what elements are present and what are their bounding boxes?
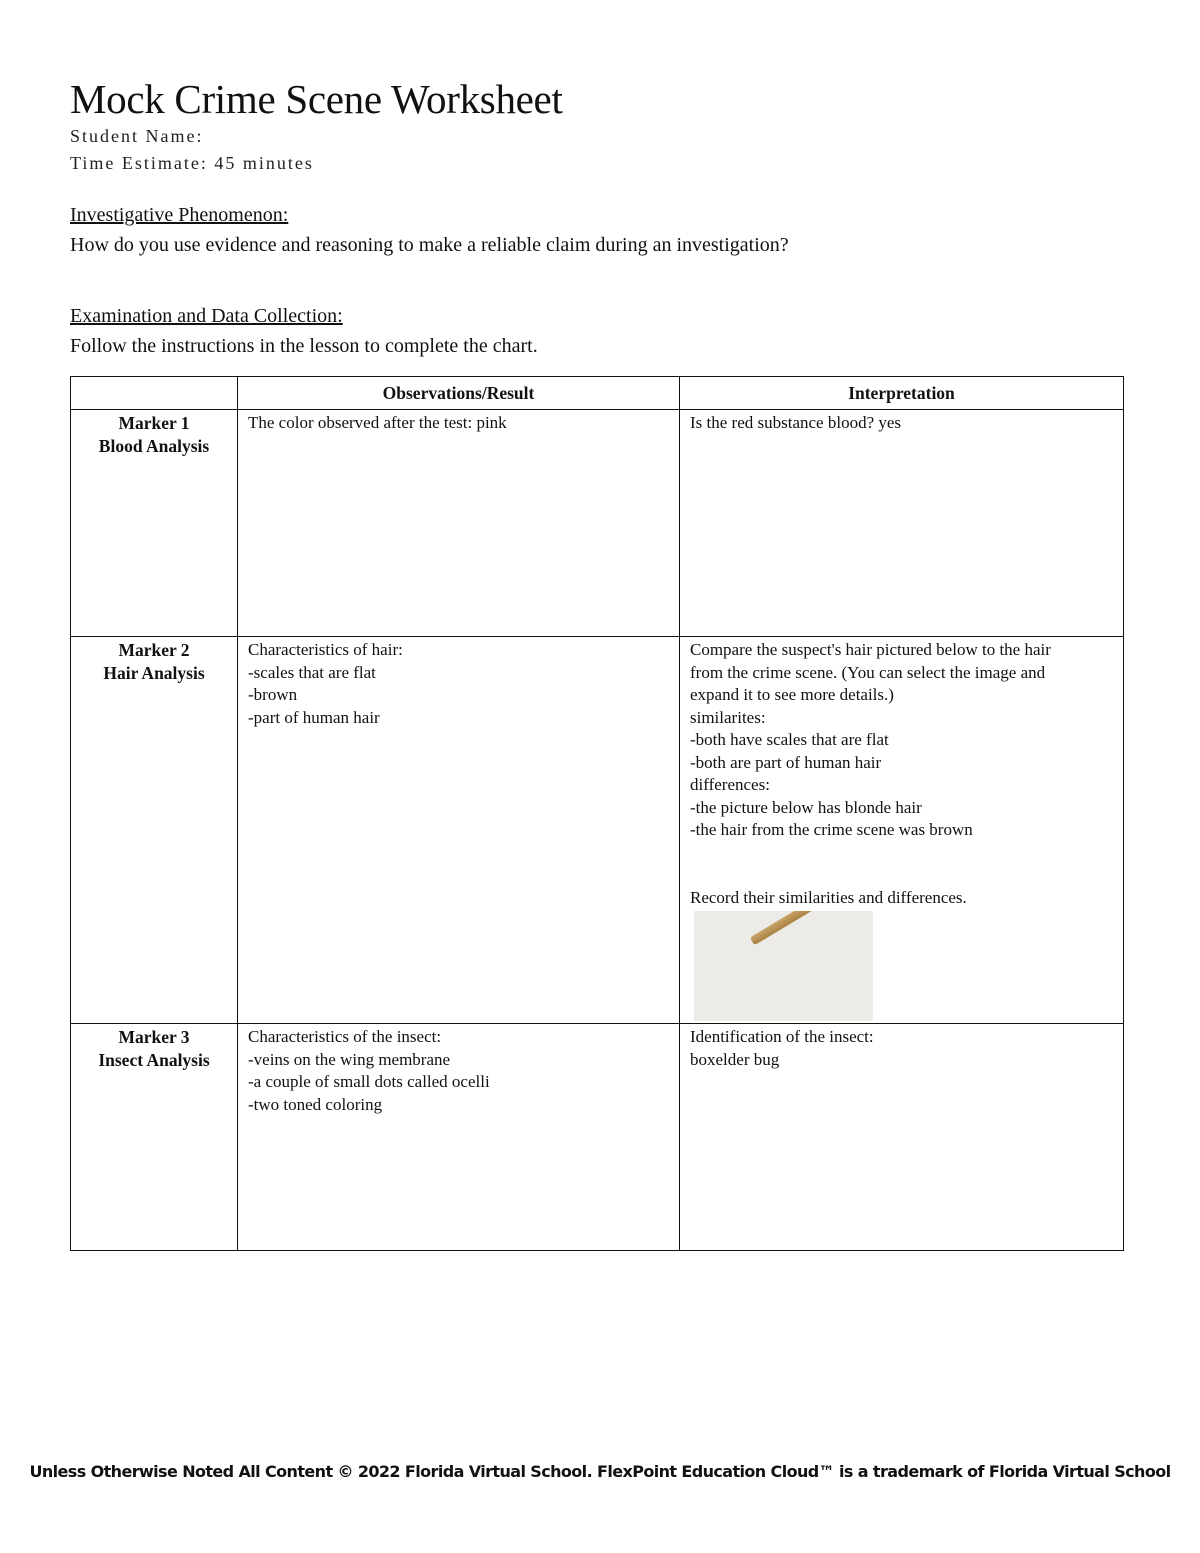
observations-cell[interactable] bbox=[238, 410, 680, 637]
page-title: Mock Crime Scene Worksheet bbox=[70, 76, 563, 122]
interpretation-line: Compare the suspect's hair pictured below to the hair bbox=[690, 640, 1051, 659]
interpretation-line: -both have scales that are flat bbox=[690, 730, 889, 749]
marker-analysis: Blood Analysis bbox=[98, 435, 210, 456]
marker-number: Marker 3 bbox=[118, 1027, 190, 1047]
interpretation-line: -the hair from the crime scene was brown bbox=[690, 820, 973, 839]
record-prompt: Record their similarities and differences. bbox=[690, 887, 967, 907]
interpretation-cell[interactable] bbox=[680, 1024, 1124, 1251]
interpretation-line: similarites: bbox=[690, 707, 766, 727]
interpretation-line: differences: bbox=[690, 775, 770, 794]
interpretation-line: Is the red substance blood? yes bbox=[690, 413, 902, 432]
data-collection-chart bbox=[70, 376, 1124, 1251]
phenomenon-heading: Investigative Phenomenon: bbox=[70, 204, 289, 226]
observation-line: Characteristics of the insect: bbox=[248, 1027, 442, 1046]
examination-heading: Examination and Data Collection: bbox=[70, 305, 343, 327]
interpretation-cell[interactable] bbox=[680, 637, 1124, 1024]
student-name-label: Student Name: bbox=[70, 126, 204, 146]
column-header-observations: Observations/Result bbox=[238, 377, 680, 410]
marker-analysis: Hair Analysis bbox=[103, 662, 205, 683]
observation-line: Characteristics of hair: bbox=[248, 640, 403, 659]
observation-line: -part of human hair bbox=[248, 707, 380, 727]
observation-line: -a couple of small dots called ocelli bbox=[248, 1072, 490, 1091]
observation-line: -scales that are flat bbox=[248, 662, 376, 682]
marker-cell bbox=[71, 637, 238, 1024]
phenomenon-question: How do you use evidence and reasoning to make a reliable claim during an investigation? bbox=[70, 234, 789, 256]
marker-cell bbox=[71, 1024, 238, 1251]
interpretation-line: -both are part of human hair bbox=[690, 752, 882, 772]
marker-cell bbox=[71, 410, 238, 637]
time-estimate: Time Estimate: 45 minutes bbox=[70, 153, 314, 173]
examination-instructions: Follow the instructions in the lesson to complete the chart. bbox=[70, 335, 538, 357]
interpretation-line: -the picture below has blonde hair bbox=[690, 797, 922, 817]
interpretation-line: from the crime scene. (You can select the image and bbox=[690, 662, 1046, 682]
table-row-insect bbox=[71, 1024, 1124, 1251]
observation-line: The color observed after the test: pink bbox=[248, 413, 507, 432]
observation-line: -veins on the wing membrane bbox=[248, 1049, 451, 1069]
marker-analysis: Insect Analysis bbox=[98, 1049, 210, 1070]
hair-strand bbox=[750, 911, 866, 945]
chart-header-row bbox=[71, 377, 1124, 410]
column-header-marker bbox=[71, 377, 238, 410]
table-row-hair bbox=[71, 637, 1124, 1024]
interpretation-line: expand it to see more details.) bbox=[690, 685, 894, 704]
copyright-footer: Unless Otherwise Noted All Content © 2022 Florida Virtual School. FlexPoint Education Cloud™ is a trademark of Florida Virtual School bbox=[29, 1462, 1171, 1481]
interpretation-cell[interactable] bbox=[680, 410, 1124, 637]
marker-number: Marker 2 bbox=[118, 640, 190, 660]
interpretation-line: Identification of the insect: bbox=[690, 1027, 874, 1046]
marker-number: Marker 1 bbox=[118, 413, 190, 433]
observations-cell[interactable] bbox=[238, 1024, 680, 1251]
suspect-hair-image[interactable] bbox=[694, 911, 873, 1021]
observation-line: -brown bbox=[248, 685, 298, 704]
spacer bbox=[690, 842, 1113, 887]
table-row-blood bbox=[71, 410, 1124, 637]
interpretation-line: boxelder bug bbox=[690, 1049, 780, 1069]
observations-cell[interactable] bbox=[238, 637, 680, 1024]
observation-line: -two toned coloring bbox=[248, 1094, 383, 1114]
column-header-interpretation: Interpretation bbox=[680, 377, 1124, 410]
